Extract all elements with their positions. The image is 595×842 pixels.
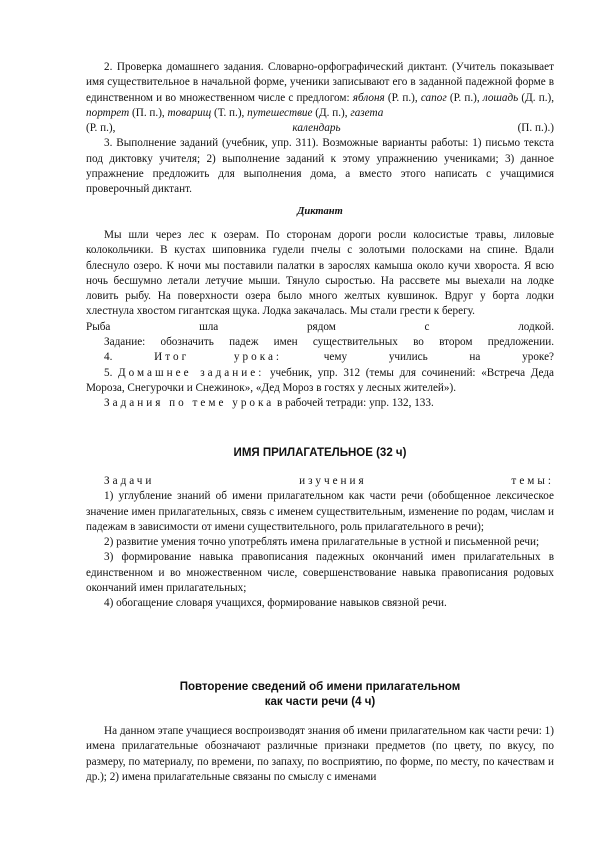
dictation-last-line: Рыба шла рядом с лодкой. [86,320,554,333]
dictation-text: Мы шли через лес к озерам. По сторонам дороги росли колосистые травы, лиловые колокольчики. В кустах шиповника гудели пчелы с золотыми полосками на спине. Вдали блеснуло озеро. К ночи мы поставили палатки в зарослях камыша около кучи хвороста. Я всю ночь бесшумно летали летучие мыши. Тянуло сыростью. На рассвете мы выехали на лодке ловить рыбу. На поверхности озера было много желтых кувшинок. Вдруг у борта лодки хлестнула хвостом гигантская щука. Лодка закачалась. Мы стали грести к берегу. [86,229,554,318]
calendar-line [86,121,554,136]
adjective-heading: ИМЯ ПРИЛАГАТЕЛЬНОЕ (32 ч) [233,447,407,459]
item-2-text: Проверка домашнего задания. Словарно-орфографический диктант. (Учитель показывает имя существительное в начальной форме, ученики записывают его в заданной падежной форме в единственном и во множественном числе с предлогом: [86,61,554,104]
workbook-line: Задания по теме урока в рабочей тетради: упр. 132, 133. [104,397,434,410]
word-gazeta: газета [350,106,384,119]
item-3-paragraph: 3. Выполнение заданий (учебник, упр. 311). Возможные варианты работы: 1) письмо текста под диктовку учителя; 2) выполнение заданий к этому упражнению учениками; 3) данное упражнение предложить для выполнения дома, а вместо этого написать с учащимися проверочный диктант. [86,137,554,196]
dictation-text-block [86,228,554,412]
word-loshad: лошадь [482,91,519,104]
word-calendar: календарь [292,122,341,135]
word-portret: портрет [86,106,130,119]
case-rp-label: (Р. п.), [86,122,116,135]
dictation-title: Диктант [297,206,343,217]
adjective-goals-block [86,474,554,612]
item-2-paragraph: 2. Проверка домашнего задания. Словарно-орфографический диктант. (Учитель показывает имя существительное в начальной форме, ученики записывают его в заданной падежной форме в единственном и во множественном числе с предлогом: яблоня (Р. п.), сапог (Р. п.), лошадь (Д. п.), портрет (П. п.), товарищ (Т. п.), путешествие (Д. п.), газета [86,61,555,119]
review-text: На данном этапе учащиеся воспроизводят знания об имени прилагательном как части речи: 1) имена прилагательные обозначают различные признаки предметов (по цвету, по вкусу, по размеру, по материалу, по времени, по запаху, по восприятию, по форме, по месту, по качествам и др.); 2) имена прилагательные связаны по смыслу с именами [86,725,554,783]
word-puteshestvie: путешествие [247,106,313,119]
goal-1: 1) углубление знаний об имени прилагательном как части речи (обобщенное лексическое значение имен прилагательных, связь с именем существительным, изменение по родам, числам и падежам в зависимости от имени существительного, роль прилагательного в речи); [86,490,554,533]
goal-4: 4) обогащение словаря учащихся, формирование навыков связной речи. [104,597,447,610]
word-tovarishch: товарищ [167,106,212,119]
homework-line: 5. Домашнее задание: учебник, упр. 312 (темы для сочинений: «Встреча Деда Мороза, Снегурочки и Снежинок», «Дед Мороз в гостях у лесных жителей»). [86,366,555,394]
goals-label: Задачи изучения темы: [104,475,554,487]
case-pp-label: (П. п.).) [517,122,554,135]
results-label: Итог урока: [154,351,283,364]
goal-2: 2) развитие умения точно употреблять имена прилагательные в устной и письменной речи; [104,536,540,549]
dictation-block [86,204,554,219]
homework-label: Домашнее задание: [118,366,265,379]
results-line: 4. Итог урока: чему учились на уроке? [104,351,555,364]
word-yablonya: яблоня [352,91,385,104]
review-text-block [86,724,554,785]
review-heading-line-1: Повторение сведений об имени прилагательном [179,681,461,693]
item-2-number: 2. [104,61,113,73]
word-sapog: сапог [420,91,447,104]
review-heading-block [86,680,554,711]
adjective-heading-block [86,446,554,461]
workbook-label: Задания по теме урока [104,397,275,410]
task-line: Задание: обозначить падеж имен существительных во втором предложении. [104,336,554,349]
review-heading-line-2: как части речи (4 ч) [264,696,376,709]
goal-3: 3) формирование навыка правописания падежных окончаний имен прилагательных в единственном и во множественном числе, совершенствование навыка правописания родовых окончаний имен прилагательных; [86,551,554,595]
homework-check-block [86,60,554,198]
